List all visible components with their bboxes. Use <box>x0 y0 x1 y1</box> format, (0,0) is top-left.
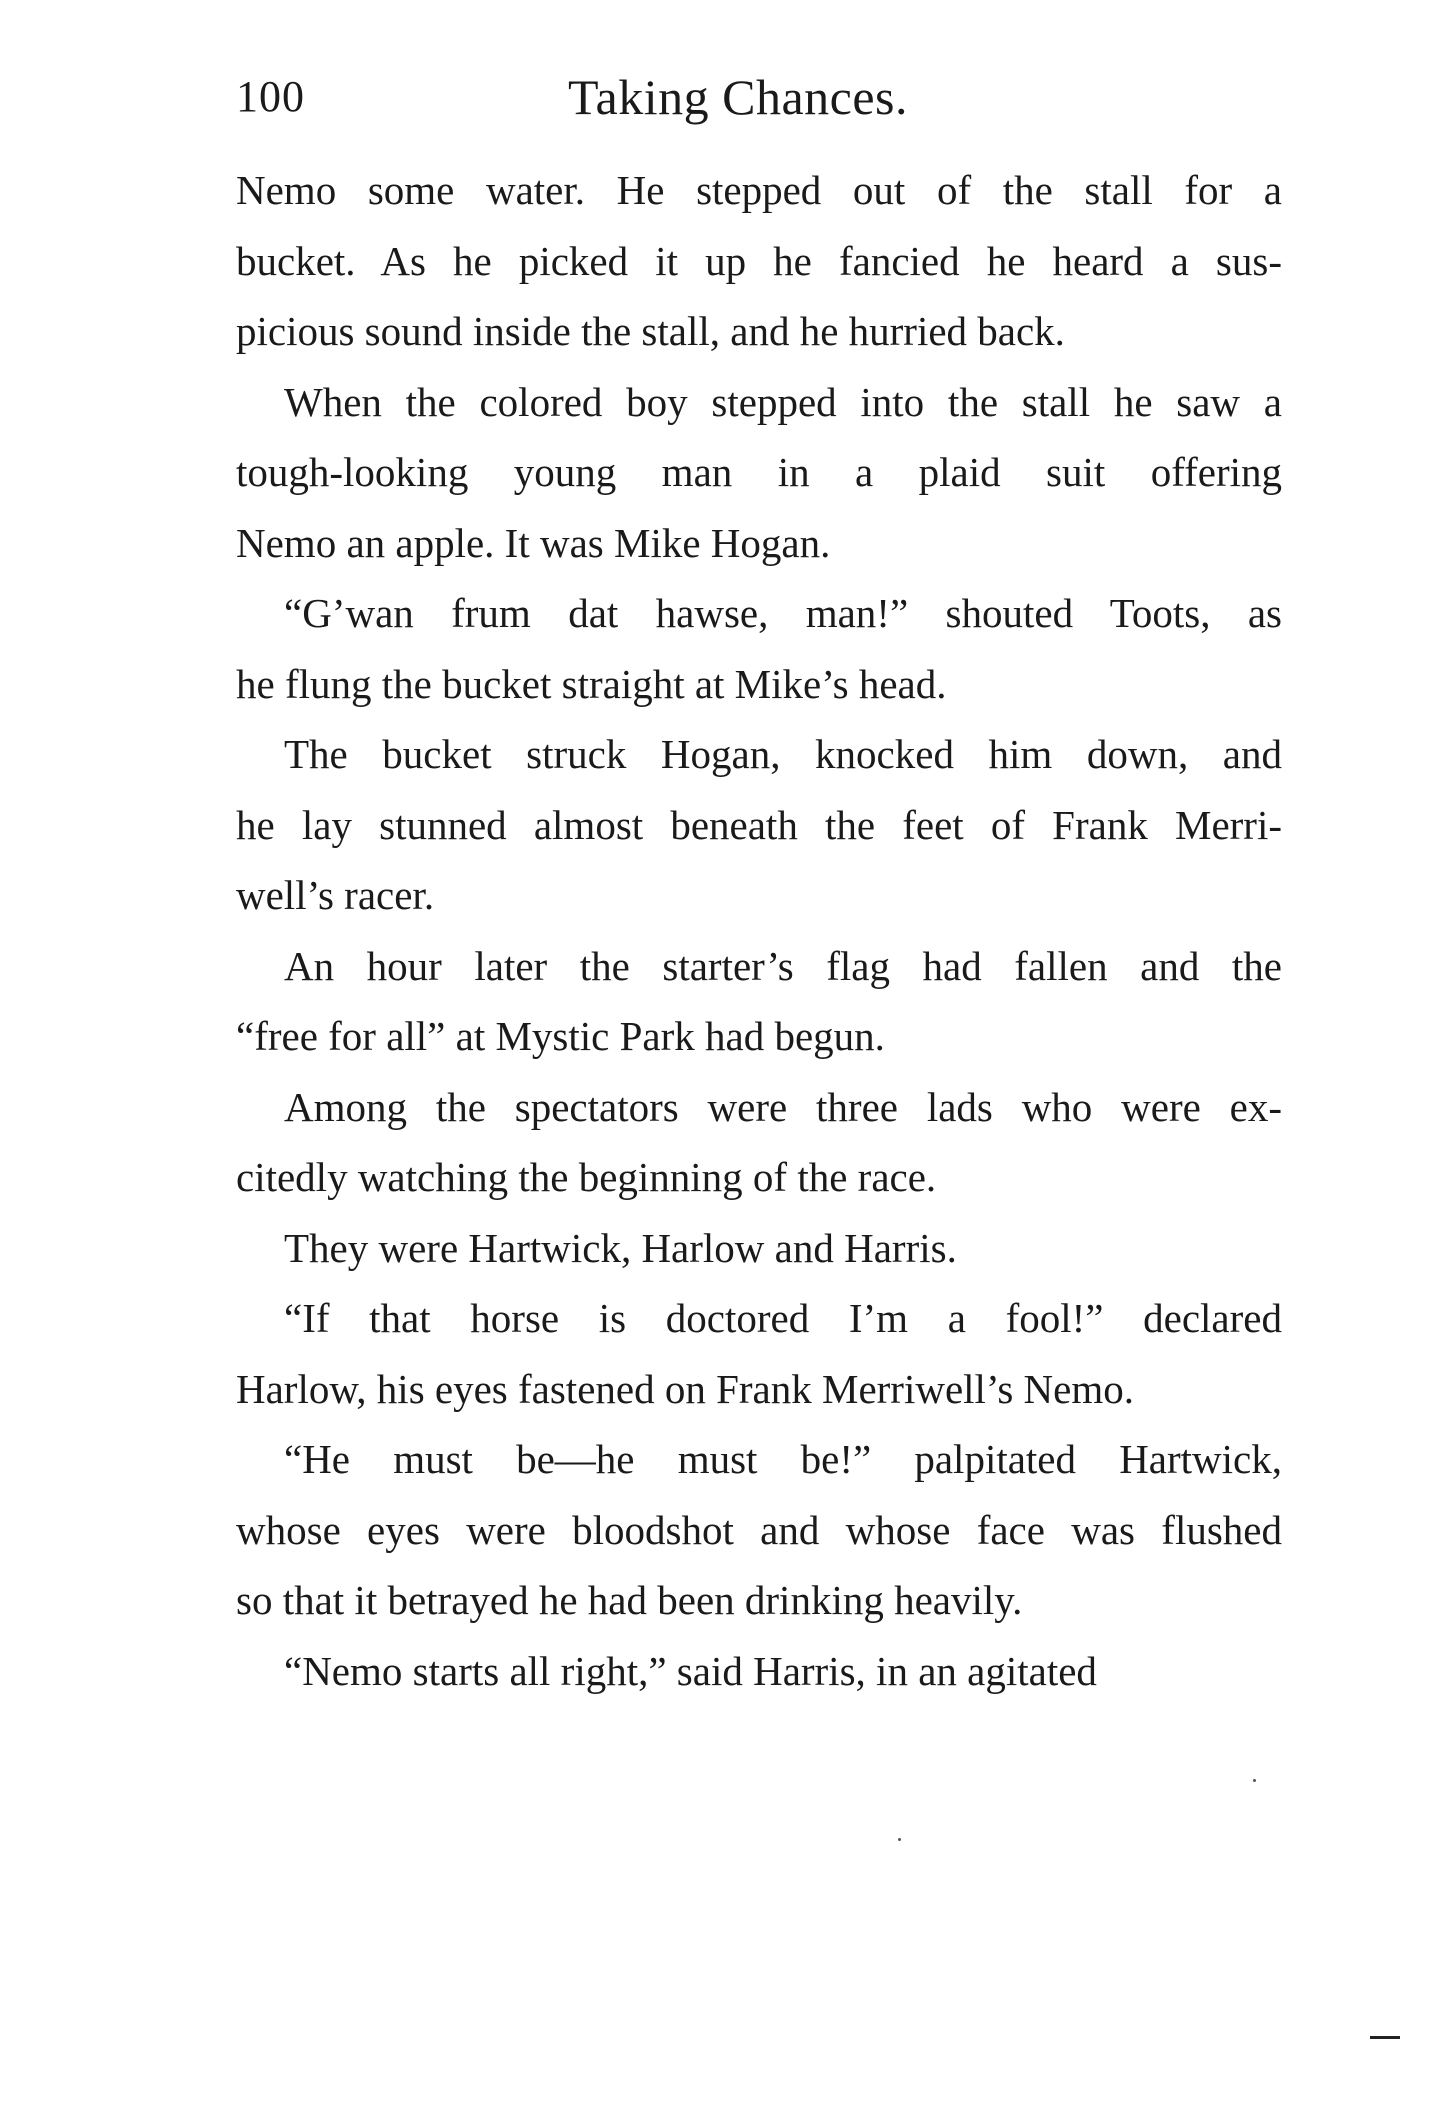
text-line: bucket. As he picked it up he fancied he heard a sus- <box>236 237 1282 284</box>
paragraph <box>236 1424 1282 1636</box>
paragraph <box>236 1213 1282 1284</box>
paragraph <box>236 578 1282 719</box>
text-line: so that it betrayed he had been drinking heavily. <box>236 1577 1023 1623</box>
running-head <box>236 62 1282 132</box>
page-number: 100 <box>236 72 305 121</box>
text-line: When the colored boy stepped into the stall he saw a <box>284 378 1282 425</box>
text-line: An hour later the starter’s flag had fallen and the <box>284 942 1282 989</box>
text-line: They were Hartwick, Harlow and Harris. <box>284 1224 957 1271</box>
text-line: Among the spectators were three lads who were ex- <box>284 1083 1282 1130</box>
paragraph <box>236 719 1282 931</box>
text-line: whose eyes were bloodshot and whose face was flushed <box>236 1506 1282 1553</box>
text-line: Harlow, his eyes fastened on Frank Merriwell’s Nemo. <box>236 1365 1134 1412</box>
ink-speck <box>898 1838 901 1841</box>
body-text <box>236 155 1282 1706</box>
text-line: “G’wan frum dat hawse, man!” shouted Toots, as <box>284 590 1282 636</box>
paragraph <box>236 1072 1282 1213</box>
text-line: well’s racer. <box>236 872 435 918</box>
paragraph <box>236 367 1282 579</box>
paragraph <box>236 1636 1282 1707</box>
text-line: tough-looking young man in a plaid suit offering <box>236 449 1282 495</box>
text-line: “He must be—he must be!” palpitated Hartwick, <box>284 1436 1282 1482</box>
ink-speck <box>1253 1779 1256 1782</box>
text-line: The bucket struck Hogan, knocked him down, and <box>284 731 1282 777</box>
text-line: “Nemo starts all right,” said Harris, in an agitated <box>284 1647 1097 1694</box>
text-line: Nemo some water. He stepped out of the stall for a <box>236 167 1282 213</box>
paragraph <box>236 155 1282 367</box>
text-line: Nemo an apple. It was Mike Hogan. <box>236 519 831 566</box>
text-line: he flung the bucket straight at Mike’s head. <box>236 660 947 707</box>
text-line: “If that horse is doctored I’m a fool!” declared <box>284 1295 1282 1341</box>
running-title: Taking Chances. <box>568 69 909 125</box>
paragraph <box>236 931 1282 1072</box>
text-line: citedly watching the beginning of the race. <box>236 1154 937 1200</box>
text-line: picious sound inside the stall, and he hurried back. <box>236 308 1065 354</box>
text-line: “free for all” at Mystic Park had begun. <box>236 1013 885 1059</box>
paragraph <box>236 1283 1282 1424</box>
margin-dash-mark <box>1370 2036 1400 2039</box>
text-line: he lay stunned almost beneath the feet of Frank Merri- <box>236 801 1282 848</box>
